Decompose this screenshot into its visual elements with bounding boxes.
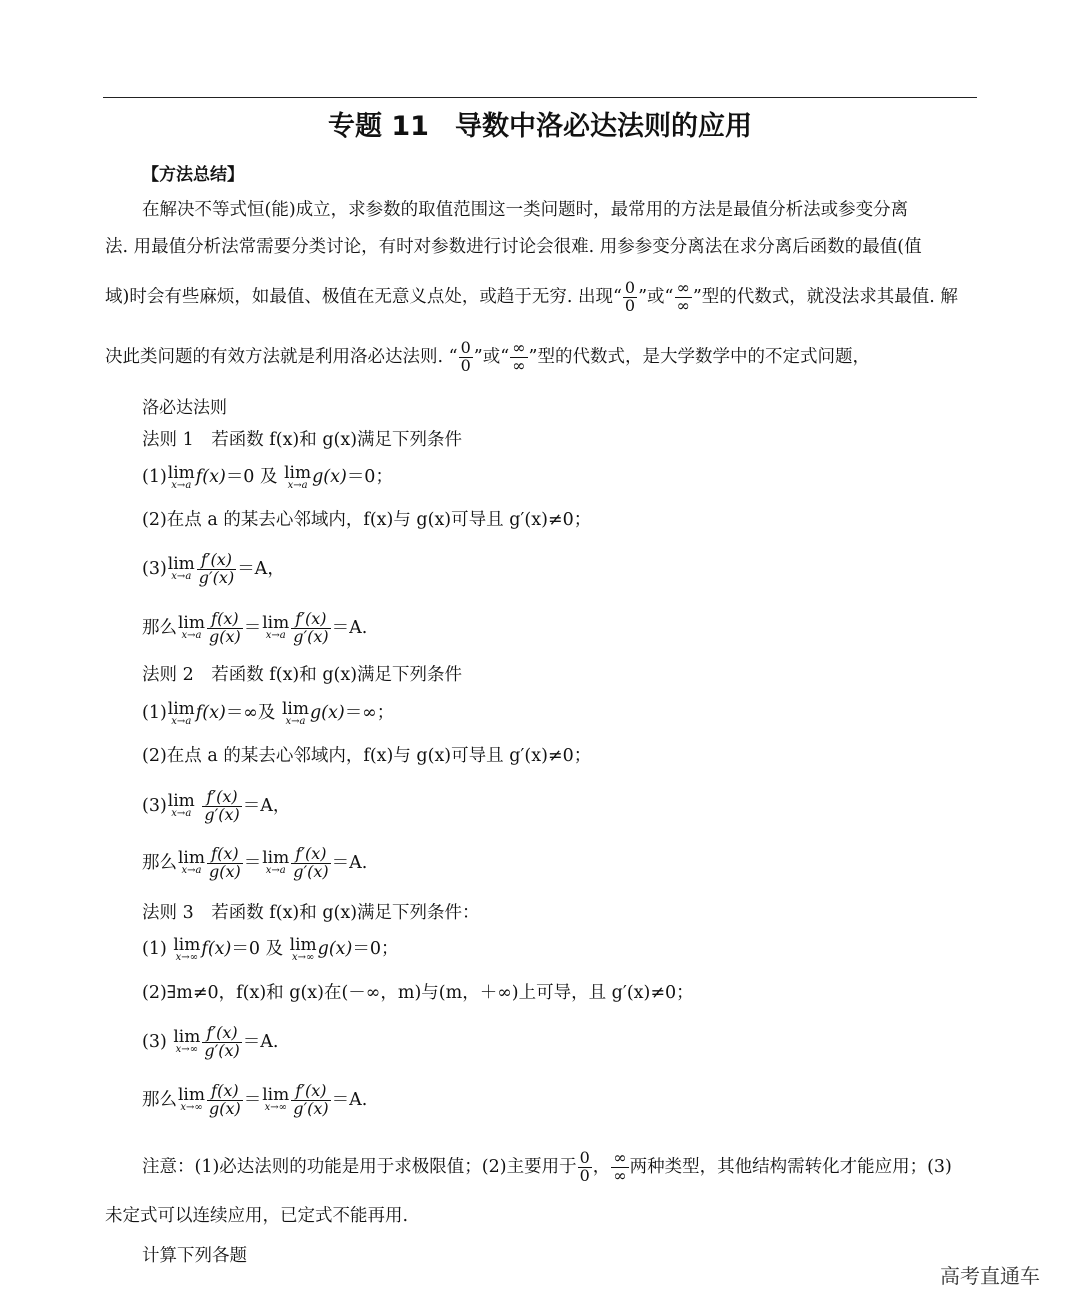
fraction-zero-over-zero: $\frac{0}{0}$ xyxy=(579,1148,590,1185)
header-rule xyxy=(103,97,977,98)
limit-operator: lim x→a xyxy=(167,791,195,820)
rule2-cond1: (1) lim x→a f(x)＝∞及 lim x→a g(x)＝∞； xyxy=(142,698,395,727)
limit-operator: lim x→∞ xyxy=(262,1085,290,1114)
rule1-cond1: (1) lim x→a f(x)＝0 及 lim x→a g(x)＝0； xyxy=(142,462,393,491)
fraction-zero-over-zero: $\frac{0}{0}$ xyxy=(624,278,636,315)
limit-operator: lim x→a xyxy=(167,554,195,583)
fraction-inf-over-inf: $\frac{\infty}{\infty}$ xyxy=(613,1148,627,1185)
note-line-2: 未定式可以连续应用，已定式不能再用. xyxy=(105,1206,409,1226)
limit-operator: lim x→∞ xyxy=(289,934,317,963)
rule1-cond3: (3) lim x→a $\frac{f'(x)}{g'(x)}$ ＝A， xyxy=(142,550,285,587)
limit-operator: lim x→a xyxy=(167,698,195,727)
rule2-conclusion: 那么 lim x→a $\frac{f(x)}{g(x)}$ ＝ lim x→a $\frac{f'(x)}{g'(x)}$ ＝A. xyxy=(142,844,368,881)
compute-heading: 计算下列各题 xyxy=(142,1246,247,1266)
fraction-inf-over-inf: $\frac{\infty}{\infty}$ xyxy=(512,338,526,375)
title-number: 专题 11 xyxy=(328,111,429,142)
para-line-2: 法. 用最值分析法常需要分类讨论，有时对参数进行讨论会很难. 用参参变分离法在求分离后函数的最值(值 xyxy=(105,237,922,257)
rule1-cond2: (2)在点 a 的某去心邻域内，f(x)与 g(x)可导且 g′(x)≠0； xyxy=(142,510,592,530)
para-line-1: 在解决不等式恒(能)成立，求参数的取值范围这一类问题时，最常用的方法是最值分析法或参变分离 xyxy=(142,200,909,220)
limit-operator: lim x→a xyxy=(284,462,312,491)
limit-operator: lim x→a xyxy=(262,613,290,642)
limit-operator: lim x→a xyxy=(178,848,205,877)
title-text: 导数中洛必达法则的应用 xyxy=(454,111,752,142)
fraction-fp-over-gp: $\frac{f'(x)}{g'(x)}$ xyxy=(293,609,329,646)
fraction-inf-over-inf: $\frac{\infty}{\infty}$ xyxy=(676,278,690,315)
limit-operator: lim x→∞ xyxy=(178,1085,205,1114)
fraction-fp-over-gp: $\frac{f'(x)}{g'(x)}$ xyxy=(198,550,235,587)
limit-operator: lim x→a xyxy=(281,698,309,727)
fraction-f-over-g: $\frac{f(x)}{g(x)}$ xyxy=(209,609,241,646)
page-title xyxy=(103,104,977,143)
rule3-cond2: (2)∃m≠0，f(x)和 g(x)在(－∞，m)与(m，＋∞)上可导，且 g′(x)≠0； xyxy=(142,983,694,1003)
para-line-3: 域)时会有些麻烦，如最值、极值在无意义点处，或趋于无穷. 出现“ $\frac{0}{0}$ ”或“ $\frac{\infty}{\infty}$ ”型的代数式，就没法求其最值. 解 xyxy=(105,278,958,315)
watermark-text: 高考直通车 xyxy=(940,1264,1040,1288)
fraction-fp-over-gp: $\frac{f'(x)}{g'(x)}$ xyxy=(293,1081,329,1118)
rule3-conclusion: 那么 lim x→∞ $\frac{f(x)}{g(x)}$ ＝ lim x→∞ $\frac{f'(x)}{g'(x)}$ ＝A. xyxy=(142,1081,368,1118)
section-rule-heading: 洛必达法则 xyxy=(142,398,227,418)
note-line-1: 注意：(1)必达法则的功能是用于求极限值；(2)主要用于 $\frac{0}{0}$ ， $\frac{\infty}{\infty}$ 两种类型，其他结构需转化才能应用；(3) xyxy=(142,1148,952,1185)
fraction-fp-over-gp: $\frac{f'(x)}{g'(x)}$ xyxy=(204,787,240,824)
rule2-cond3: (3) lim x→a $\frac{f'(x)}{g'(x)}$ ＝A， xyxy=(142,787,291,824)
rule3-cond3: (3) lim x→∞ $\frac{f'(x)}{g'(x)}$ ＝A. xyxy=(142,1023,279,1060)
rule1-conclusion: 那么 lim x→a $\frac{f(x)}{g(x)}$ ＝ lim x→a $\frac{f'(x)}{g'(x)}$ ＝A. xyxy=(142,609,368,646)
limit-operator: lim x→∞ xyxy=(173,934,201,963)
rule2-cond2: (2)在点 a 的某去心邻域内，f(x)与 g(x)可导且 g′(x)≠0； xyxy=(142,746,592,766)
limit-operator: lim x→a xyxy=(262,848,290,877)
section-method-heading: 【方法总结】 xyxy=(142,165,244,185)
limit-operator: lim x→a xyxy=(178,613,205,642)
rule1-heading: 法则 1 若函数 f(x)和 g(x)满足下列条件 xyxy=(142,430,463,450)
fraction-fp-over-gp: $\frac{f'(x)}{g'(x)}$ xyxy=(204,1023,240,1060)
rule3-heading: 法则 3 若函数 f(x)和 g(x)满足下列条件： xyxy=(142,903,480,923)
fraction-fp-over-gp: $\frac{f'(x)}{g'(x)}$ xyxy=(293,844,329,881)
rule3-cond1: (1) lim x→∞ f(x)＝0 及 lim x→∞ g(x)＝0； xyxy=(142,934,399,963)
rule2-heading: 法则 2 若函数 f(x)和 g(x)满足下列条件 xyxy=(142,665,463,685)
limit-operator: lim x→a xyxy=(167,462,195,491)
limit-operator: lim x→∞ xyxy=(173,1027,201,1056)
fraction-f-over-g: $\frac{f(x)}{g(x)}$ xyxy=(209,1081,241,1118)
fraction-zero-over-zero: $\frac{0}{0}$ xyxy=(460,338,471,375)
fraction-f-over-g: $\frac{f(x)}{g(x)}$ xyxy=(209,844,241,881)
para-line-4: 决此类问题的有效方法就是利用洛必达法则. “ $\frac{0}{0}$ ”或“ $\frac{\infty}{\infty}$ ”型的代数式，是大学数学中的不定式问题， xyxy=(105,338,870,375)
